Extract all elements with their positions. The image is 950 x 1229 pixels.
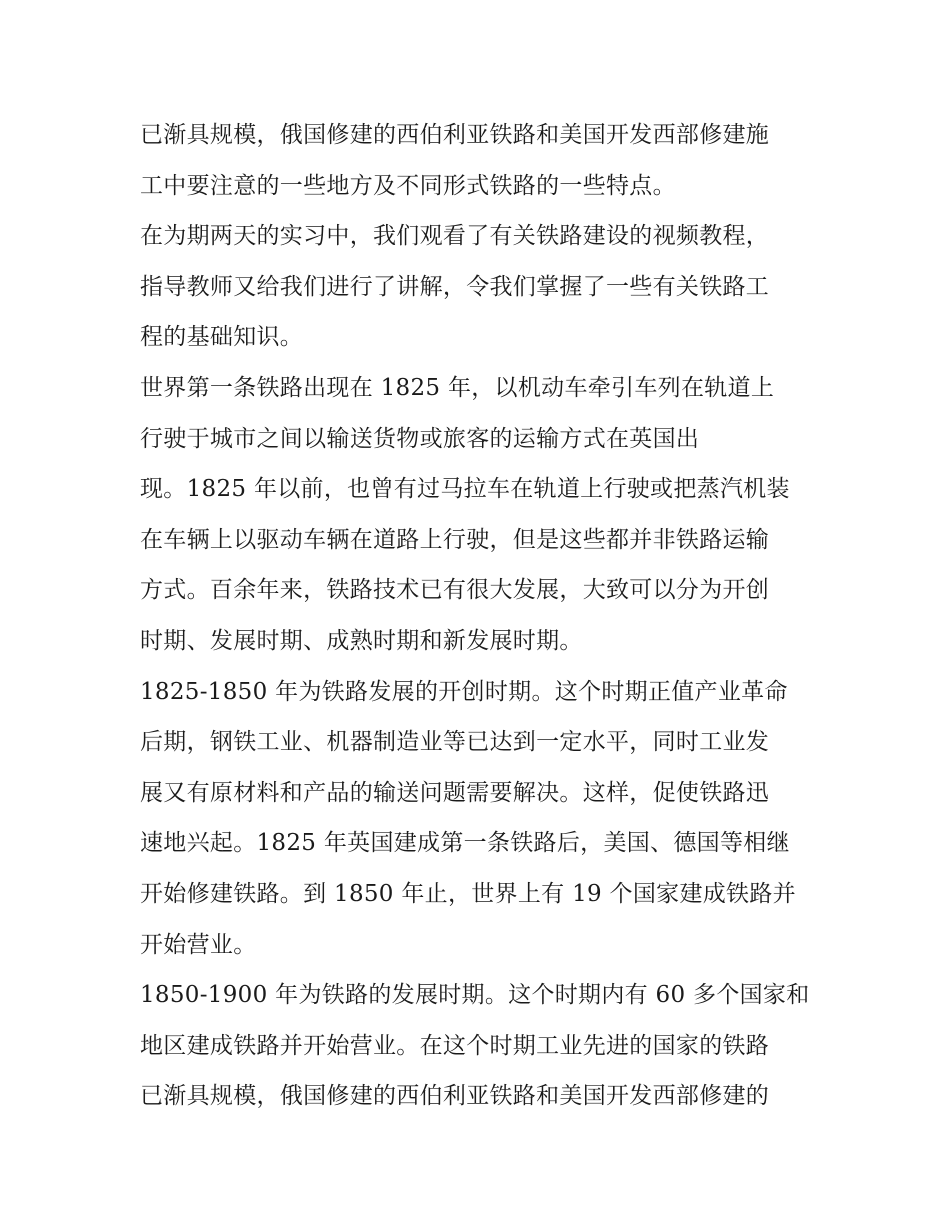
text-line: 工中要注意的一些地方及不同形式铁路的一些特点。 (140, 172, 676, 199)
text-line: 地区建成铁路并开始营业。在这个时期工业先进的国家的铁路 (140, 1032, 770, 1059)
text-line: 时期、发展时期、成熟时期和新发展时期。 (140, 627, 583, 654)
text-line: 后期，钢铁工业、机器制造业等已达到一定水平，同时工业发 (140, 729, 770, 756)
text-line: 在车辆上以驱动车辆在道路上行驶，但是这些都并非铁路运输 (140, 526, 770, 553)
text-line: 速地兴起。1825 年英国建成第一条铁路后，美国、德国等相继 (140, 830, 790, 857)
text-line: 指导教师又给我们进行了讲解，令我们掌握了一些有关铁路工 (140, 273, 770, 300)
text-line: 1825-1850 年为铁路发展的开创时期。这个时期正值产业革命 (140, 678, 788, 705)
text-line: 行驶于城市之间以输送货物或旅客的运输方式在英国出 (140, 425, 700, 452)
text-line: 开始修建铁路。到 1850 年止，世界上有 19 个国家建成铁路并 (140, 880, 796, 907)
text-line: 展又有原材料和产品的输送问题需要解决。这样，促使铁路迅 (140, 779, 770, 806)
text-line: 在为期两天的实习中，我们观看了有关铁路建设的视频教程， (140, 223, 770, 250)
text-line: 程的基础知识。 (140, 324, 304, 351)
text-line: 已渐具规模，俄国修建的西伯利亚铁路和美国开发西部修建施 (140, 122, 770, 148)
document-body (140, 110, 820, 1122)
text-line: 开始营业。 (140, 931, 257, 958)
text-line: 世界第一条铁路出现在 1825 年，以机动车牵引车列在轨道上 (140, 374, 775, 401)
text-line: 已渐具规模，俄国修建的西伯利亚铁路和美国开发西部修建的 (140, 1083, 770, 1110)
text-line: 1850-1900 年为铁路的发展时期。这个时期内有 60 多个国家和 (140, 982, 810, 1009)
text-line: 方式。百余年来，铁路技术已有很大发展，大致可以分为开创 (140, 577, 770, 604)
text-line: 现。1825 年以前，也曾有过马拉车在轨道上行驶或把蒸汽机装 (140, 476, 790, 503)
